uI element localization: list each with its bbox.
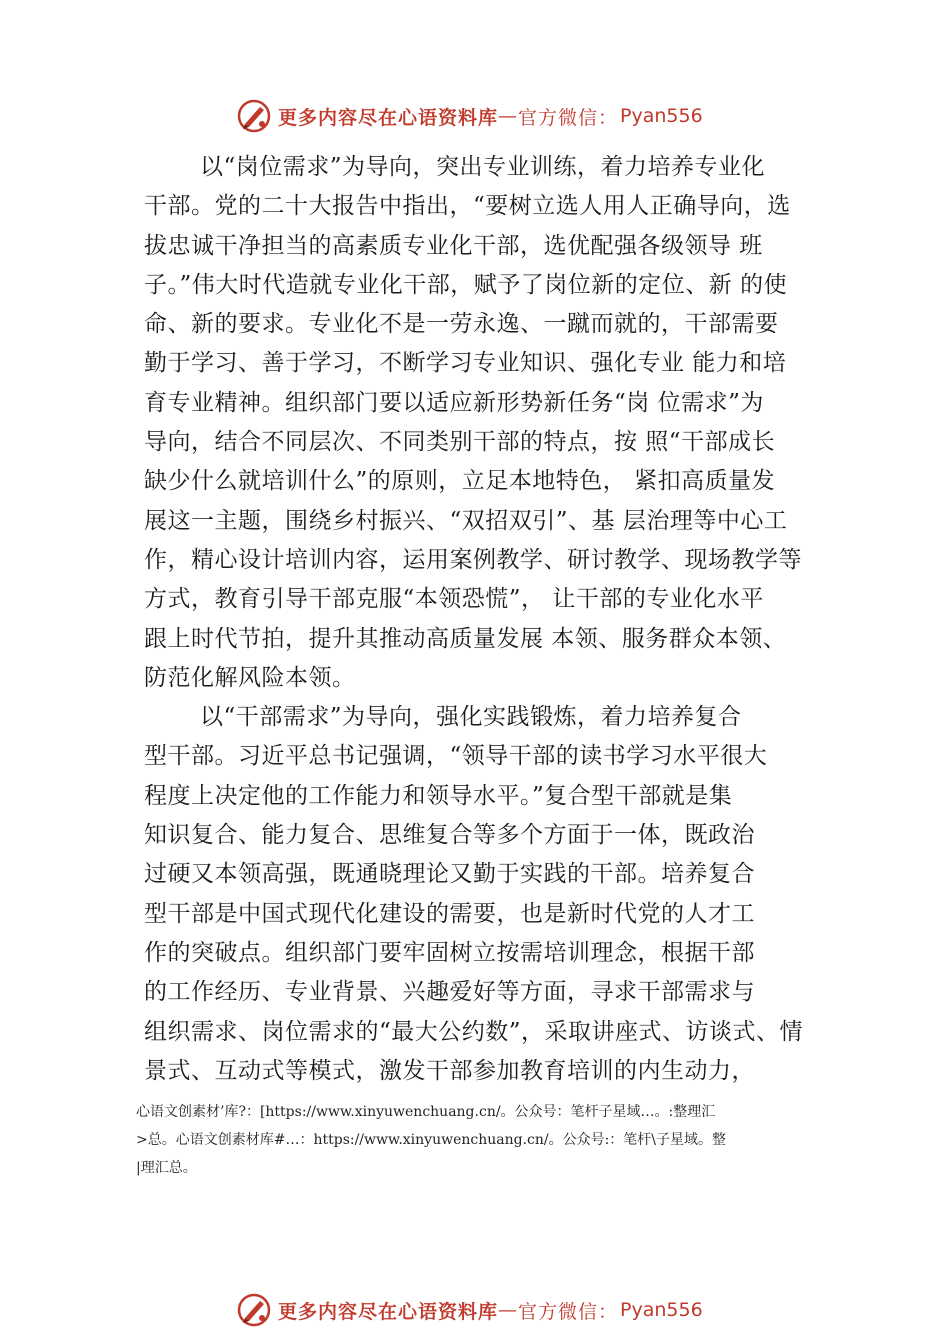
text-line: 以“干部需求”为导向，强化实践锻炼，着力培养复合 [200, 704, 742, 731]
banner-dash: — [498, 1299, 519, 1321]
text-line: 导向，结合不同层次、不同类别干部的特点，按 照“干部成长 [144, 429, 776, 456]
text-line: 程度上决定他的工作能力和领导水平。”复合型干部就是集 [144, 782, 733, 809]
banner-main-text: 更多内容尽在心语资料库 [278, 106, 499, 129]
banner-wechat-label: 官方微信： [518, 106, 619, 129]
text-line: 跟上时代节拍，提升其推动高质量发展 本领、服务群众本领、 [144, 625, 787, 652]
text-line: 景式、互动式等模式，激发干部参加教育培训的内生动力， [144, 1057, 755, 1084]
text-line: 勤于学习、善于学习，不断学习专业知识、强化专业 能力和培 [144, 350, 787, 377]
header-banner [236, 96, 756, 136]
text-line: 拔忠诚干净担当的高素质专业化干部，选优配强各级领导 班 [144, 232, 763, 259]
text-line: 作，精心设计培训内容，运用案例教学、研讨教学、现场教学等 [144, 546, 802, 573]
banner-wechat-id: Pyan556 [620, 105, 703, 127]
footer-banner [236, 1290, 756, 1330]
text-line: 缺少什么就培训什么”的原则，立足本地特色， 紧扣高质量发 [144, 468, 776, 495]
text-line: 作的突破点。组织部门要牢固树立按需培训理念，根据干部 [144, 939, 755, 966]
text-line: 组织需求、岗位需求的“最大公约数”，采取讲座式、访谈式、情 [144, 1018, 804, 1045]
text-line: 防范化解风险本领。 [144, 664, 356, 691]
text-line: 展这一主题，围绕乡村振兴、“双招双引”、基 层治理等中心工 [144, 507, 788, 534]
text-line: 育专业精神。组织部门要以适应新形势新任务“岗 位需求”为 [144, 389, 764, 416]
text-line: 型干部。习近平总书记强调，“领导干部的读书学习水平很大 [144, 743, 768, 770]
banner-dash: — [498, 105, 519, 127]
paragraph-1 [144, 148, 834, 698]
source-note-line: >总。心语文创素材库#…：https://www.xinyuwenchuang.cn/。公众号:：笔杆\子星域。整 [136, 1132, 727, 1148]
article-body [144, 148, 834, 1091]
source-note-line: 心语文创素材’库?：[https://www.xinyuwenchuang.cn/。公众号：笔杆子星域…。:整理汇 [136, 1104, 716, 1120]
source-note [136, 1098, 846, 1182]
text-line: 干部。党的二十大报告中指出，“要树立选人用人正确导向，选 [144, 193, 791, 220]
text-line: 子。”伟大时代造就专业化干部，赋予了岗位新的定位、新 的使 [144, 271, 788, 298]
source-note-line: |理汇总。 [136, 1160, 197, 1176]
text-line: 知识复合、能力复合、思维复合等多个方面于一体，既政治 [144, 822, 755, 849]
text-line: 以“岗位需求”为导向，突出专业训练，着力培养专业化 [200, 154, 766, 180]
text-line: 的工作经历、专业背景、兴趣爱好等方面，寻求干部需求与 [144, 979, 755, 1006]
text-line: 过硬又本领高强，既通晓理论又勤于实践的干部。培养复合 [144, 861, 755, 888]
text-line: 命、新的要求。专业化不是一劳永逸、一蹴而就的，干部需要 [144, 311, 779, 338]
text-line: 型干部是中国式现代化建设的需要，也是新时代党的人才工 [144, 900, 755, 927]
banner-wechat-label: 官方微信： [518, 1300, 619, 1323]
text-line: 方式，教育引导干部克服“本领恐慌”， 让干部的专业化水平 [144, 586, 764, 613]
paragraph-2 [144, 698, 834, 1091]
pen-logo-icon [236, 98, 272, 134]
banner-wechat-id: Pyan556 [620, 1299, 703, 1321]
banner-main-text: 更多内容尽在心语资料库 [278, 1300, 499, 1323]
pen-logo-icon [236, 1292, 272, 1328]
